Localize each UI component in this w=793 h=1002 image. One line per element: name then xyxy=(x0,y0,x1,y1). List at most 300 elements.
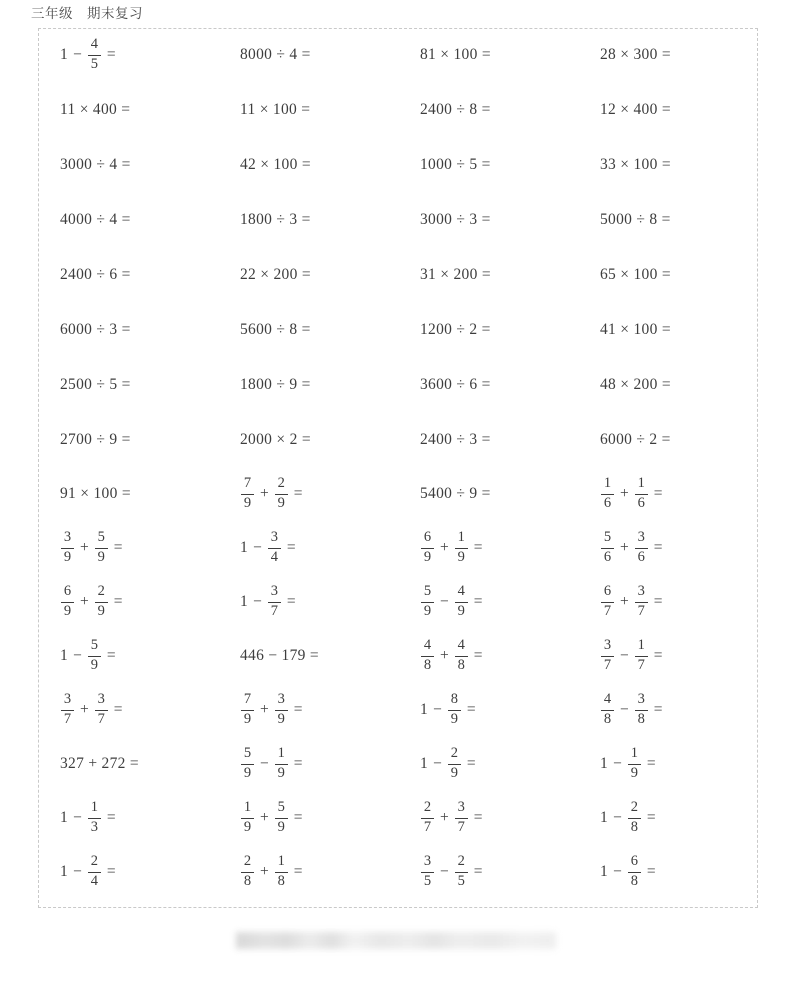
math-expression xyxy=(420,47,491,63)
fraction-numerator: 2 xyxy=(423,799,432,816)
operand: 1 xyxy=(600,809,609,827)
expression-text: 11 × 400 = xyxy=(60,100,131,118)
problem-row xyxy=(38,629,758,683)
problem-47[interactable] xyxy=(398,629,578,683)
footer-watermark xyxy=(236,932,556,949)
problem-15[interactable] xyxy=(398,192,578,247)
fraction-denominator: 6 xyxy=(603,495,612,511)
fraction xyxy=(635,692,648,727)
fraction xyxy=(421,530,434,565)
problem-57[interactable] xyxy=(38,791,218,845)
math-expression xyxy=(60,692,123,727)
problem-29[interactable] xyxy=(38,412,218,467)
fraction-denominator: 9 xyxy=(630,765,638,781)
fraction-denominator: 9 xyxy=(97,603,105,619)
expression-text: 28 × 300 = xyxy=(600,46,671,64)
fraction xyxy=(61,692,74,727)
fraction-denominator: 8 xyxy=(603,711,612,727)
fraction-numerator: 6 xyxy=(63,583,72,600)
problem-22[interactable] xyxy=(218,302,398,357)
expression-text: 12 × 400 = xyxy=(600,100,671,118)
problem-row xyxy=(38,683,758,737)
fraction-denominator: 9 xyxy=(450,765,458,781)
equals-sign: = xyxy=(653,647,663,665)
math-expression xyxy=(420,854,483,889)
problem-1[interactable] xyxy=(38,28,218,82)
problem-row xyxy=(38,192,758,247)
problem-59[interactable] xyxy=(398,791,578,845)
fraction-denominator: 5 xyxy=(90,56,98,72)
math-expression xyxy=(240,692,303,727)
equals-sign: = xyxy=(653,593,663,611)
problem-10[interactable] xyxy=(218,137,398,192)
expression-text: 4000 ÷ 4 = xyxy=(60,210,131,228)
fraction xyxy=(635,476,648,511)
fraction-numerator: 3 xyxy=(97,691,105,708)
equals-sign: = xyxy=(646,863,656,881)
fraction xyxy=(241,746,254,781)
problem-34[interactable] xyxy=(218,467,398,521)
problem-62[interactable] xyxy=(218,845,398,899)
equals-sign: = xyxy=(653,539,663,557)
equals-sign: = xyxy=(113,539,123,557)
problem-row xyxy=(38,737,758,791)
fraction-denominator: 8 xyxy=(277,873,285,889)
problem-64[interactable] xyxy=(578,845,758,899)
fraction-denominator: 7 xyxy=(637,657,645,673)
operand: 1 xyxy=(420,701,429,719)
math-expression xyxy=(600,102,671,118)
math-expression xyxy=(60,486,131,502)
fraction-denominator: 7 xyxy=(637,603,645,619)
problem-52[interactable] xyxy=(578,683,758,737)
problem-50[interactable] xyxy=(218,683,398,737)
equals-sign: = xyxy=(473,647,483,665)
problem-55[interactable] xyxy=(398,737,578,791)
fraction-numerator: 1 xyxy=(90,799,98,816)
math-expression xyxy=(240,476,303,511)
fraction xyxy=(241,854,254,889)
math-expression xyxy=(60,267,131,283)
problem-26[interactable] xyxy=(218,357,398,412)
fraction-denominator: 9 xyxy=(457,603,465,619)
fraction-denominator: 9 xyxy=(243,495,252,511)
problem-60[interactable] xyxy=(578,791,758,845)
redacted-bar xyxy=(236,932,556,949)
math-expression xyxy=(420,530,483,565)
fraction-denominator: 5 xyxy=(457,873,465,889)
operator: − xyxy=(620,647,629,665)
problem-43[interactable] xyxy=(398,575,578,629)
problem-38[interactable] xyxy=(218,521,398,575)
math-expression xyxy=(600,212,671,228)
expression-text: 2000 × 2 = xyxy=(240,430,311,448)
math-expression xyxy=(420,212,491,228)
fraction-denominator: 7 xyxy=(603,657,612,673)
fraction-numerator: 4 xyxy=(457,637,465,654)
problem-45[interactable] xyxy=(38,629,218,683)
fraction-numerator: 3 xyxy=(423,853,432,870)
math-expression xyxy=(60,212,131,228)
fraction-numerator: 1 xyxy=(457,529,465,546)
problem-58[interactable] xyxy=(218,791,398,845)
math-expression xyxy=(60,377,131,393)
operator: + xyxy=(620,485,629,503)
fraction xyxy=(455,854,468,889)
operator: + xyxy=(440,809,449,827)
problem-39[interactable] xyxy=(398,521,578,575)
operator: + xyxy=(260,701,269,719)
fraction xyxy=(241,692,254,727)
problem-5[interactable] xyxy=(38,82,218,137)
expression-text: 48 × 200 = xyxy=(600,375,671,393)
fraction-numerator: 2 xyxy=(450,745,458,762)
equals-sign: = xyxy=(106,647,116,665)
expression-text: 2500 ÷ 5 = xyxy=(60,375,131,393)
fraction xyxy=(61,530,74,565)
problem-56[interactable] xyxy=(578,737,758,791)
fraction-denominator: 8 xyxy=(243,873,252,889)
operator: + xyxy=(260,863,269,881)
problem-28[interactable] xyxy=(578,357,758,412)
problem-16[interactable] xyxy=(578,192,758,247)
fraction-numerator: 2 xyxy=(90,853,98,870)
fraction-denominator: 9 xyxy=(63,603,72,619)
problem-3[interactable] xyxy=(398,28,578,82)
fraction xyxy=(601,584,614,619)
fraction-numerator: 1 xyxy=(603,475,612,492)
fraction-numerator: 2 xyxy=(97,583,105,600)
problem-44[interactable] xyxy=(578,575,758,629)
operator: + xyxy=(80,701,89,719)
math-expression xyxy=(420,584,483,619)
fraction-denominator: 7 xyxy=(457,819,465,835)
equals-sign: = xyxy=(473,593,483,611)
fraction-denominator: 6 xyxy=(603,549,612,565)
math-expression xyxy=(420,800,483,835)
fraction-denominator: 5 xyxy=(423,873,432,889)
operand: 1 xyxy=(60,46,69,64)
fraction-denominator: 9 xyxy=(90,657,98,673)
expression-text: 91 × 100 = xyxy=(60,485,131,503)
expression-text: 42 × 100 = xyxy=(240,155,311,173)
problem-8[interactable] xyxy=(578,82,758,137)
fraction xyxy=(88,638,101,673)
equals-sign: = xyxy=(293,809,303,827)
math-expression xyxy=(240,432,311,448)
problem-9[interactable] xyxy=(38,137,218,192)
problem-35[interactable] xyxy=(398,467,578,521)
math-expression xyxy=(60,432,131,448)
expression-text: 1800 ÷ 3 = xyxy=(240,210,311,228)
problem-46[interactable] xyxy=(218,629,398,683)
fraction xyxy=(241,476,254,511)
fraction-numerator: 5 xyxy=(277,799,285,816)
fraction xyxy=(455,638,468,673)
operator: + xyxy=(80,539,89,557)
equals-sign: = xyxy=(466,755,476,773)
problem-row xyxy=(38,845,758,899)
expression-text: 2400 ÷ 8 = xyxy=(420,100,491,118)
equals-sign: = xyxy=(293,863,303,881)
equals-sign: = xyxy=(466,701,476,719)
problem-51[interactable] xyxy=(398,683,578,737)
fraction-denominator: 9 xyxy=(63,549,72,565)
fraction-denominator: 7 xyxy=(603,603,612,619)
operand: 1 xyxy=(600,863,609,881)
fraction-numerator: 7 xyxy=(243,691,252,708)
math-expression xyxy=(600,267,671,283)
math-expression xyxy=(240,157,311,173)
fraction-numerator: 3 xyxy=(63,529,72,546)
operator: − xyxy=(253,593,262,611)
fraction-numerator: 3 xyxy=(603,637,612,654)
fraction-numerator: 4 xyxy=(457,583,465,600)
problem-27[interactable] xyxy=(398,357,578,412)
fraction-numerator: 6 xyxy=(630,853,638,870)
problem-21[interactable] xyxy=(38,302,218,357)
fraction xyxy=(448,746,461,781)
problem-row xyxy=(38,791,758,845)
fraction-denominator: 7 xyxy=(63,711,72,727)
operator: − xyxy=(613,863,622,881)
math-expression xyxy=(420,638,483,673)
math-expression xyxy=(600,157,671,173)
fraction-denominator: 9 xyxy=(457,549,465,565)
fraction xyxy=(268,584,281,619)
math-expression xyxy=(60,800,116,835)
fraction xyxy=(61,584,74,619)
problem-63[interactable] xyxy=(398,845,578,899)
fraction-numerator: 2 xyxy=(457,853,465,870)
operator: − xyxy=(260,755,269,773)
fraction xyxy=(268,530,281,565)
math-expression xyxy=(60,157,131,173)
expression-text: 8000 ÷ 4 = xyxy=(240,46,311,64)
problem-20[interactable] xyxy=(578,247,758,302)
operator: + xyxy=(440,647,449,665)
expression-text: 2400 ÷ 6 = xyxy=(60,265,131,283)
equals-sign: = xyxy=(113,701,123,719)
operator: − xyxy=(613,809,622,827)
equals-sign: = xyxy=(113,593,123,611)
operator: + xyxy=(620,539,629,557)
problem-7[interactable] xyxy=(398,82,578,137)
operator: + xyxy=(260,809,269,827)
problem-row xyxy=(38,467,758,521)
operator: − xyxy=(433,755,442,773)
equals-sign: = xyxy=(646,755,656,773)
fraction xyxy=(448,692,461,727)
fraction-numerator: 5 xyxy=(603,529,612,546)
fraction xyxy=(601,692,614,727)
fraction xyxy=(421,800,434,835)
problem-25[interactable] xyxy=(38,357,218,412)
problem-30[interactable] xyxy=(218,412,398,467)
fraction xyxy=(635,584,648,619)
equals-sign: = xyxy=(106,46,116,64)
problem-2[interactable] xyxy=(218,28,398,82)
problem-49[interactable] xyxy=(38,683,218,737)
problem-14[interactable] xyxy=(218,192,398,247)
problem-row xyxy=(38,137,758,192)
math-expression xyxy=(600,584,663,619)
math-expression xyxy=(600,854,656,889)
fraction-denominator: 4 xyxy=(270,549,278,565)
expression-text: 6000 ÷ 3 = xyxy=(60,320,131,338)
fraction-numerator: 4 xyxy=(423,637,432,654)
math-expression xyxy=(420,267,491,283)
fraction xyxy=(628,746,641,781)
fraction xyxy=(275,854,288,889)
problem-53[interactable] xyxy=(38,737,218,791)
problem-row xyxy=(38,412,758,467)
operator: − xyxy=(620,701,629,719)
math-expression xyxy=(240,800,303,835)
fraction xyxy=(455,800,468,835)
problem-24[interactable] xyxy=(578,302,758,357)
math-expression xyxy=(60,756,139,772)
expression-text: 446 − 179 = xyxy=(240,647,319,665)
math-expression xyxy=(600,47,671,63)
equals-sign: = xyxy=(293,755,303,773)
fraction-numerator: 4 xyxy=(603,691,612,708)
math-expression xyxy=(240,212,311,228)
problem-row xyxy=(38,521,758,575)
problem-31[interactable] xyxy=(398,412,578,467)
fraction-denominator: 9 xyxy=(450,711,458,727)
math-expression xyxy=(420,102,491,118)
fraction-denominator: 8 xyxy=(630,819,638,835)
expression-text: 5400 ÷ 9 = xyxy=(420,485,491,503)
math-expression xyxy=(240,854,303,889)
problem-32[interactable] xyxy=(578,412,758,467)
operator: − xyxy=(613,755,622,773)
fraction-denominator: 7 xyxy=(423,819,432,835)
operator: + xyxy=(620,593,629,611)
operand: 1 xyxy=(60,809,69,827)
problem-4[interactable] xyxy=(578,28,758,82)
expression-text: 3600 ÷ 6 = xyxy=(420,375,491,393)
problem-19[interactable] xyxy=(398,247,578,302)
fraction xyxy=(601,638,614,673)
fraction xyxy=(275,746,288,781)
problem-row xyxy=(38,247,758,302)
problem-row xyxy=(38,575,758,629)
fraction-numerator: 3 xyxy=(270,583,278,600)
fraction-denominator: 9 xyxy=(423,549,432,565)
equals-sign: = xyxy=(106,809,116,827)
problem-6[interactable] xyxy=(218,82,398,137)
expression-text: 33 × 100 = xyxy=(600,155,671,173)
fraction-denominator: 9 xyxy=(423,603,432,619)
problem-54[interactable] xyxy=(218,737,398,791)
fraction xyxy=(241,800,254,835)
operator: + xyxy=(80,593,89,611)
math-expression xyxy=(420,377,491,393)
expression-text: 22 × 200 = xyxy=(240,265,311,283)
math-expression xyxy=(600,638,663,673)
fraction-denominator: 9 xyxy=(277,711,285,727)
problem-61[interactable] xyxy=(38,845,218,899)
math-expression xyxy=(240,648,319,664)
problem-36[interactable] xyxy=(578,467,758,521)
fraction-denominator: 9 xyxy=(277,765,285,781)
equals-sign: = xyxy=(473,539,483,557)
fraction xyxy=(421,584,434,619)
problem-48[interactable] xyxy=(578,629,758,683)
fraction-numerator: 3 xyxy=(637,529,645,546)
expression-text: 2400 ÷ 3 = xyxy=(420,430,491,448)
equals-sign: = xyxy=(286,539,296,557)
fraction xyxy=(635,638,648,673)
expression-text: 6000 ÷ 2 = xyxy=(600,430,671,448)
problem-13[interactable] xyxy=(38,192,218,247)
math-expression xyxy=(240,267,311,283)
equals-sign: = xyxy=(653,701,663,719)
problem-23[interactable] xyxy=(398,302,578,357)
operand: 1 xyxy=(60,647,69,665)
fraction-numerator: 3 xyxy=(270,529,278,546)
fraction-denominator: 9 xyxy=(277,495,285,511)
math-expression xyxy=(600,476,663,511)
fraction-numerator: 3 xyxy=(637,691,645,708)
problem-33[interactable] xyxy=(38,467,218,521)
problem-42[interactable] xyxy=(218,575,398,629)
math-expression xyxy=(600,432,671,448)
operator: − xyxy=(433,701,442,719)
problem-37[interactable] xyxy=(38,521,218,575)
math-expression xyxy=(600,746,656,781)
math-expression xyxy=(60,102,130,118)
math-expression xyxy=(60,584,123,619)
fraction xyxy=(275,692,288,727)
math-expression xyxy=(240,746,303,781)
expression-text: 41 × 100 = xyxy=(600,320,671,338)
problem-11[interactable] xyxy=(398,137,578,192)
fraction-denominator: 8 xyxy=(637,711,645,727)
fraction xyxy=(628,854,641,889)
expression-text: 1000 ÷ 5 = xyxy=(420,155,491,173)
problem-row xyxy=(38,357,758,412)
fraction-numerator: 3 xyxy=(277,691,285,708)
fraction-denominator: 6 xyxy=(637,495,645,511)
fraction-numerator: 5 xyxy=(423,583,432,600)
problem-17[interactable] xyxy=(38,247,218,302)
expression-text: 327 + 272 = xyxy=(60,755,139,773)
fraction-numerator: 2 xyxy=(630,799,638,816)
fraction-numerator: 4 xyxy=(90,36,98,53)
math-expression xyxy=(600,800,656,835)
problem-40[interactable] xyxy=(578,521,758,575)
math-expression xyxy=(240,584,296,619)
expression-text: 65 × 100 = xyxy=(600,265,671,283)
problem-18[interactable] xyxy=(218,247,398,302)
equals-sign: = xyxy=(293,701,303,719)
problem-41[interactable] xyxy=(38,575,218,629)
fraction xyxy=(635,530,648,565)
expression-text: 81 × 100 = xyxy=(420,46,491,64)
fraction-denominator: 9 xyxy=(97,549,105,565)
fraction-denominator: 7 xyxy=(97,711,105,727)
fraction xyxy=(88,800,101,835)
problem-12[interactable] xyxy=(578,137,758,192)
fraction xyxy=(88,37,101,72)
operand: 1 xyxy=(60,863,69,881)
math-expression xyxy=(420,746,476,781)
fraction-denominator: 9 xyxy=(277,819,285,835)
operator: − xyxy=(73,647,82,665)
